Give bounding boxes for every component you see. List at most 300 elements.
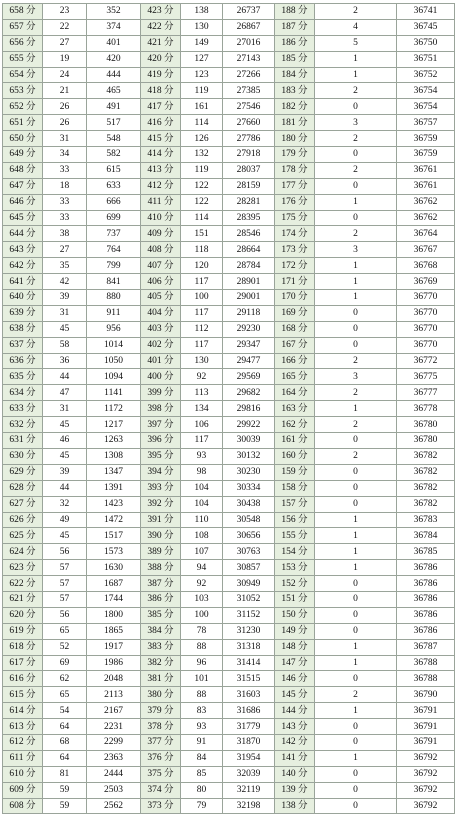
score-a-cell: 618 分 [3,639,43,655]
count-c-cell: 0 [315,147,397,163]
score-b-cell: 373 分 [141,798,181,814]
cumulative-b-cell: 29922 [223,417,275,433]
table-body [3,4,455,814]
score-a-cell: 634 分 [3,385,43,401]
score-a-cell: 649 分 [3,147,43,163]
cumulative-a-cell: 1986 [87,655,141,671]
table-row [3,750,455,766]
cumulative-b-cell: 30857 [223,560,275,576]
score-a-cell: 648 分 [3,162,43,178]
score-a-cell: 619 分 [3,623,43,639]
score-b-cell: 413 分 [141,162,181,178]
cumulative-b-cell: 27660 [223,115,275,131]
score-a-cell: 640 分 [3,290,43,306]
cumulative-c-cell: 36768 [397,258,455,274]
score-a-cell: 643 分 [3,242,43,258]
score-c-cell: 156 分 [275,512,315,528]
count-a-cell: 68 [43,734,87,750]
cumulative-c-cell: 36761 [397,162,455,178]
count-c-cell: 0 [315,576,397,592]
score-c-cell: 166 分 [275,353,315,369]
count-a-cell: 31 [43,305,87,321]
score-b-cell: 386 分 [141,591,181,607]
score-c-cell: 169 分 [275,305,315,321]
table-row [3,576,455,592]
count-c-cell: 0 [315,433,397,449]
cumulative-c-cell: 36752 [397,67,455,83]
score-a-cell: 613 分 [3,719,43,735]
count-c-cell: 2 [315,226,397,242]
count-c-cell: 0 [315,337,397,353]
score-b-cell: 400 分 [141,369,181,385]
table-row [3,560,455,576]
table-row [3,639,455,655]
cumulative-c-cell: 36759 [397,131,455,147]
count-c-cell: 0 [315,671,397,687]
table-row [3,719,455,735]
cumulative-c-cell: 36754 [397,99,455,115]
table-row [3,83,455,99]
score-b-cell: 412 分 [141,178,181,194]
score-c-cell: 139 分 [275,782,315,798]
score-c-cell: 173 分 [275,242,315,258]
score-b-cell: 388 分 [141,560,181,576]
cumulative-c-cell: 36757 [397,115,455,131]
score-c-cell: 182 分 [275,99,315,115]
count-b-cell: 130 [181,353,223,369]
score-b-cell: 415 分 [141,131,181,147]
score-b-cell: 416 分 [141,115,181,131]
score-c-cell: 149 分 [275,623,315,639]
count-b-cell: 118 [181,242,223,258]
table-row [3,337,455,353]
cumulative-c-cell: 36759 [397,147,455,163]
cumulative-c-cell: 36792 [397,766,455,782]
cumulative-b-cell: 31870 [223,734,275,750]
cumulative-b-cell: 30949 [223,576,275,592]
score-a-cell: 615 分 [3,687,43,703]
count-c-cell: 2 [315,353,397,369]
score-b-cell: 423 分 [141,4,181,20]
cumulative-a-cell: 1094 [87,369,141,385]
count-a-cell: 27 [43,242,87,258]
score-a-cell: 658 分 [3,4,43,20]
score-b-cell: 420 分 [141,51,181,67]
cumulative-a-cell: 1517 [87,528,141,544]
cumulative-c-cell: 36770 [397,321,455,337]
score-c-cell: 152 分 [275,576,315,592]
score-c-cell: 184 分 [275,67,315,83]
cumulative-b-cell: 28664 [223,242,275,258]
count-a-cell: 59 [43,798,87,814]
cumulative-b-cell: 28037 [223,162,275,178]
count-a-cell: 46 [43,433,87,449]
cumulative-a-cell: 374 [87,19,141,35]
table-row [3,464,455,480]
cumulative-b-cell: 27786 [223,131,275,147]
score-b-cell: 395 分 [141,448,181,464]
cumulative-a-cell: 2231 [87,719,141,735]
score-a-cell: 629 分 [3,464,43,480]
table-row [3,274,455,290]
table-row [3,655,455,671]
count-b-cell: 78 [181,623,223,639]
cumulative-a-cell: 956 [87,321,141,337]
score-c-cell: 153 分 [275,560,315,576]
cumulative-a-cell: 911 [87,305,141,321]
table-row [3,687,455,703]
count-c-cell: 1 [315,544,397,560]
count-a-cell: 64 [43,750,87,766]
cumulative-c-cell: 36791 [397,719,455,735]
score-b-cell: 379 分 [141,703,181,719]
cumulative-b-cell: 31318 [223,639,275,655]
count-c-cell: 1 [315,639,397,655]
cumulative-c-cell: 36745 [397,19,455,35]
count-a-cell: 69 [43,655,87,671]
cumulative-a-cell: 1423 [87,496,141,512]
cumulative-c-cell: 36741 [397,4,455,20]
cumulative-c-cell: 36764 [397,226,455,242]
cumulative-a-cell: 1014 [87,337,141,353]
score-a-cell: 624 分 [3,544,43,560]
table-row [3,591,455,607]
count-b-cell: 149 [181,35,223,51]
score-c-cell: 158 分 [275,480,315,496]
count-b-cell: 84 [181,750,223,766]
count-a-cell: 27 [43,35,87,51]
cumulative-b-cell: 30548 [223,512,275,528]
cumulative-c-cell: 36792 [397,750,455,766]
score-c-cell: 172 分 [275,258,315,274]
score-c-cell: 165 分 [275,369,315,385]
score-c-cell: 160 分 [275,448,315,464]
count-b-cell: 130 [181,19,223,35]
table-row [3,385,455,401]
count-a-cell: 52 [43,639,87,655]
count-a-cell: 34 [43,147,87,163]
cumulative-a-cell: 1630 [87,560,141,576]
score-a-cell: 647 分 [3,178,43,194]
cumulative-a-cell: 420 [87,51,141,67]
count-a-cell: 57 [43,560,87,576]
cumulative-a-cell: 1573 [87,544,141,560]
cumulative-a-cell: 615 [87,162,141,178]
cumulative-b-cell: 31954 [223,750,275,766]
count-a-cell: 64 [43,719,87,735]
cumulative-a-cell: 2299 [87,734,141,750]
cumulative-a-cell: 880 [87,290,141,306]
cumulative-a-cell: 764 [87,242,141,258]
count-b-cell: 103 [181,591,223,607]
count-b-cell: 91 [181,734,223,750]
cumulative-c-cell: 36782 [397,464,455,480]
cumulative-b-cell: 31779 [223,719,275,735]
cumulative-b-cell: 26867 [223,19,275,35]
score-a-cell: 609 分 [3,782,43,798]
count-b-cell: 101 [181,671,223,687]
count-a-cell: 38 [43,226,87,242]
cumulative-b-cell: 31515 [223,671,275,687]
cumulative-a-cell: 1917 [87,639,141,655]
count-b-cell: 100 [181,290,223,306]
count-c-cell: 0 [315,623,397,639]
score-c-cell: 157 分 [275,496,315,512]
score-a-cell: 656 分 [3,35,43,51]
table-row [3,194,455,210]
count-c-cell: 0 [315,305,397,321]
cumulative-c-cell: 36787 [397,639,455,655]
cumulative-c-cell: 36782 [397,480,455,496]
cumulative-a-cell: 1308 [87,448,141,464]
table-row [3,131,455,147]
count-b-cell: 94 [181,560,223,576]
score-c-cell: 176 分 [275,194,315,210]
count-a-cell: 33 [43,194,87,210]
score-a-cell: 639 分 [3,305,43,321]
cumulative-a-cell: 1347 [87,464,141,480]
score-a-cell: 612 分 [3,734,43,750]
cumulative-c-cell: 36750 [397,35,455,51]
table-row [3,290,455,306]
score-b-cell: 410 分 [141,210,181,226]
cumulative-c-cell: 36786 [397,623,455,639]
cumulative-b-cell: 29569 [223,369,275,385]
cumulative-b-cell: 32039 [223,766,275,782]
cumulative-b-cell: 31414 [223,655,275,671]
score-c-cell: 183 分 [275,83,315,99]
table-row [3,162,455,178]
count-c-cell: 1 [315,703,397,719]
table-row [3,67,455,83]
count-b-cell: 100 [181,607,223,623]
count-b-cell: 138 [181,4,223,20]
cumulative-b-cell: 28784 [223,258,275,274]
score-b-cell: 376 分 [141,750,181,766]
cumulative-a-cell: 2363 [87,750,141,766]
cumulative-a-cell: 841 [87,274,141,290]
count-c-cell: 1 [315,194,397,210]
score-a-cell: 657 分 [3,19,43,35]
table-row [3,798,455,814]
score-c-cell: 174 分 [275,226,315,242]
count-b-cell: 85 [181,766,223,782]
cumulative-b-cell: 32198 [223,798,275,814]
score-a-cell: 630 分 [3,448,43,464]
table-row [3,782,455,798]
cumulative-c-cell: 36782 [397,448,455,464]
cumulative-b-cell: 26737 [223,4,275,20]
score-a-cell: 617 分 [3,655,43,671]
count-a-cell: 65 [43,623,87,639]
cumulative-b-cell: 32119 [223,782,275,798]
score-c-cell: 150 分 [275,607,315,623]
score-c-cell: 154 分 [275,544,315,560]
score-c-cell: 171 分 [275,274,315,290]
score-b-cell: 382 分 [141,655,181,671]
score-b-cell: 384 分 [141,623,181,639]
count-c-cell: 2 [315,417,397,433]
score-a-cell: 651 分 [3,115,43,131]
count-a-cell: 26 [43,115,87,131]
count-b-cell: 134 [181,401,223,417]
cumulative-c-cell: 36762 [397,194,455,210]
count-b-cell: 92 [181,576,223,592]
cumulative-b-cell: 28546 [223,226,275,242]
count-a-cell: 22 [43,19,87,35]
score-a-cell: 622 分 [3,576,43,592]
score-a-cell: 644 分 [3,226,43,242]
count-b-cell: 127 [181,51,223,67]
count-c-cell: 0 [315,99,397,115]
count-c-cell: 1 [315,750,397,766]
cumulative-b-cell: 27385 [223,83,275,99]
count-c-cell: 0 [315,591,397,607]
table-row [3,4,455,20]
score-a-cell: 653 分 [3,83,43,99]
score-b-cell: 405 分 [141,290,181,306]
count-a-cell: 18 [43,178,87,194]
count-c-cell: 0 [315,719,397,735]
score-b-cell: 385 分 [141,607,181,623]
table-row [3,305,455,321]
cumulative-c-cell: 36751 [397,51,455,67]
count-a-cell: 33 [43,210,87,226]
score-c-cell: 181 分 [275,115,315,131]
count-b-cell: 117 [181,337,223,353]
cumulative-a-cell: 1687 [87,576,141,592]
count-b-cell: 117 [181,305,223,321]
score-distribution-table [2,3,455,814]
count-a-cell: 23 [43,4,87,20]
table-row [3,528,455,544]
count-c-cell: 0 [315,766,397,782]
cumulative-b-cell: 29682 [223,385,275,401]
score-a-cell: 631 分 [3,433,43,449]
cumulative-b-cell: 27016 [223,35,275,51]
count-b-cell: 106 [181,417,223,433]
score-b-cell: 401 分 [141,353,181,369]
cumulative-c-cell: 36777 [397,385,455,401]
table-row [3,401,455,417]
score-b-cell: 392 分 [141,496,181,512]
score-b-cell: 393 分 [141,480,181,496]
score-a-cell: 628 分 [3,480,43,496]
count-a-cell: 31 [43,401,87,417]
count-b-cell: 132 [181,147,223,163]
count-c-cell: 2 [315,83,397,99]
cumulative-a-cell: 737 [87,226,141,242]
count-a-cell: 44 [43,480,87,496]
count-c-cell: 1 [315,528,397,544]
count-a-cell: 39 [43,464,87,480]
cumulative-c-cell: 36761 [397,178,455,194]
score-a-cell: 625 分 [3,528,43,544]
table-row [3,99,455,115]
score-a-cell: 641 分 [3,274,43,290]
score-a-cell: 646 分 [3,194,43,210]
cumulative-b-cell: 27143 [223,51,275,67]
score-b-cell: 383 分 [141,639,181,655]
count-a-cell: 26 [43,99,87,115]
table-row [3,258,455,274]
cumulative-c-cell: 36770 [397,290,455,306]
score-c-cell: 163 分 [275,401,315,417]
table-row [3,703,455,719]
score-c-cell: 186 分 [275,35,315,51]
score-c-cell: 142 分 [275,734,315,750]
count-c-cell: 0 [315,734,397,750]
score-b-cell: 402 分 [141,337,181,353]
count-a-cell: 19 [43,51,87,67]
score-a-cell: 652 分 [3,99,43,115]
score-b-cell: 409 分 [141,226,181,242]
count-c-cell: 2 [315,448,397,464]
cumulative-a-cell: 1744 [87,591,141,607]
table-row [3,115,455,131]
count-b-cell: 88 [181,639,223,655]
cumulative-b-cell: 28901 [223,274,275,290]
cumulative-a-cell: 633 [87,178,141,194]
cumulative-c-cell: 36784 [397,528,455,544]
table-row [3,369,455,385]
cumulative-c-cell: 36770 [397,337,455,353]
cumulative-c-cell: 36792 [397,798,455,814]
cumulative-b-cell: 29477 [223,353,275,369]
score-a-cell: 655 分 [3,51,43,67]
count-a-cell: 57 [43,591,87,607]
count-b-cell: 96 [181,655,223,671]
count-c-cell: 1 [315,67,397,83]
score-b-cell: 381 分 [141,671,181,687]
cumulative-a-cell: 1141 [87,385,141,401]
score-b-cell: 421 分 [141,35,181,51]
cumulative-c-cell: 36782 [397,496,455,512]
count-b-cell: 114 [181,115,223,131]
table-row [3,242,455,258]
score-a-cell: 620 分 [3,607,43,623]
score-b-cell: 411 分 [141,194,181,210]
table-row [3,496,455,512]
score-a-cell: 642 分 [3,258,43,274]
score-b-cell: 378 分 [141,719,181,735]
count-b-cell: 80 [181,782,223,798]
count-b-cell: 120 [181,258,223,274]
score-c-cell: 155 分 [275,528,315,544]
cumulative-c-cell: 36762 [397,210,455,226]
score-a-cell: 626 分 [3,512,43,528]
cumulative-b-cell: 30763 [223,544,275,560]
score-c-cell: 144 分 [275,703,315,719]
score-b-cell: 417 分 [141,99,181,115]
table-row [3,623,455,639]
count-a-cell: 32 [43,496,87,512]
count-a-cell: 49 [43,512,87,528]
count-c-cell: 0 [315,798,397,814]
score-a-cell: 611 分 [3,750,43,766]
count-a-cell: 31 [43,131,87,147]
count-c-cell: 1 [315,401,397,417]
cumulative-a-cell: 517 [87,115,141,131]
table-row [3,147,455,163]
count-c-cell: 0 [315,178,397,194]
count-a-cell: 21 [43,83,87,99]
table-row [3,671,455,687]
score-c-cell: 143 分 [275,719,315,735]
score-b-cell: 419 分 [141,67,181,83]
table-row [3,353,455,369]
count-c-cell: 5 [315,35,397,51]
